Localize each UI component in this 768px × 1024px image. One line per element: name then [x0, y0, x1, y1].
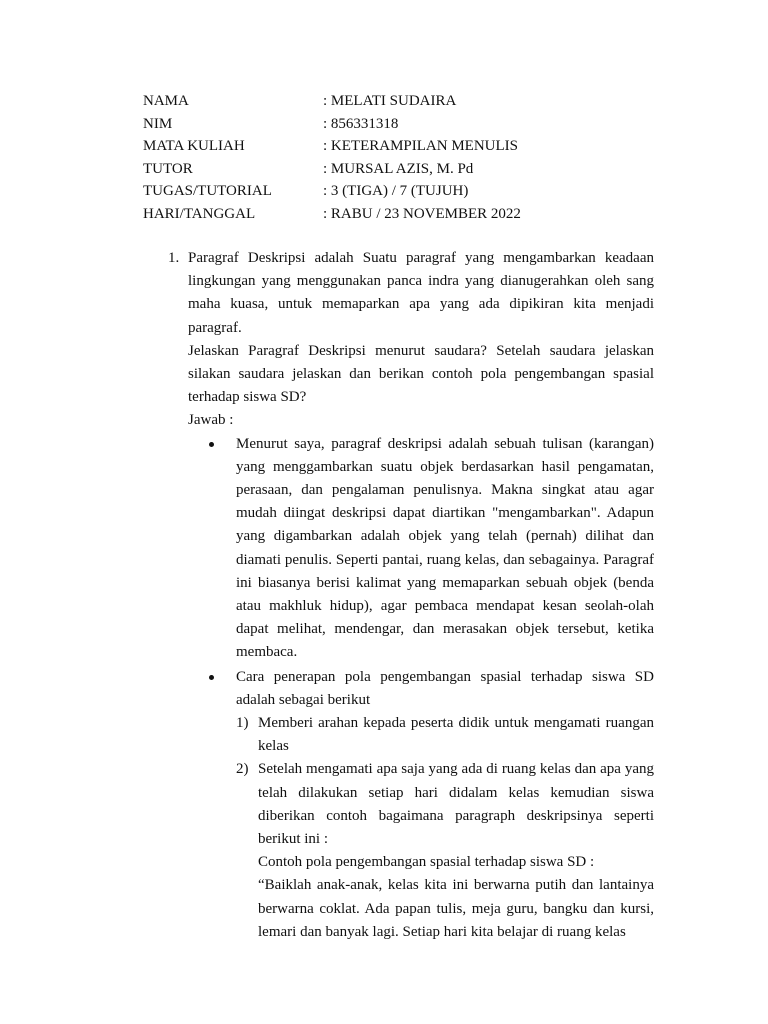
list-item	[236, 666, 654, 944]
identity-row-nama	[143, 90, 623, 113]
step-marker: 1)	[236, 715, 249, 732]
identity-row-hari-tanggal	[143, 203, 623, 226]
identity-value: : MELATI SUDAIRA	[323, 93, 457, 109]
bullet-icon	[209, 442, 214, 447]
question-body	[188, 247, 654, 944]
identity-value: : RABU / 23 NOVEMBER 2022	[323, 205, 521, 222]
identity-label: HARI/TANGGAL	[143, 205, 256, 222]
identity-row-tugas	[143, 180, 623, 203]
identity-value: : KETERAMPILAN MENULIS	[323, 138, 518, 155]
answer-label: Jawab :	[188, 412, 234, 429]
identity-row-nim	[143, 113, 623, 136]
identity-label: TUTOR	[143, 160, 193, 177]
bullet-icon	[209, 675, 214, 680]
question-block	[168, 247, 654, 944]
step-text: Setelah mengamati apa saja yang ada di ruang kelas dan apa yang telah dilakukan setiap hari didalam kelas kemudian siswa diberikan contoh bagaimana paragraph deskripsinya seperti berikut ini :	[258, 761, 654, 848]
bullet-text: Cara penerapan pola pengembangan spasial terhadap siswa SD adalah sebagai berikut	[236, 668, 654, 708]
list-item	[236, 433, 654, 665]
question-prompt: Jelaskan Paragraf Deskripsi menurut saudara? Setelah saudara jelaskan silakan saudara jelaskan dan berikan contoh pola pengembangan spasial terhadap siswa SD?	[188, 342, 654, 406]
identity-table	[143, 90, 623, 226]
question-number: 1.	[168, 250, 180, 266]
identity-label: NIM	[143, 115, 173, 132]
question-intro: Paragraf Deskripsi adalah Suatu paragraf yang mengambarkan keadaan lingkungan yang menggunakan panca indra yang dianugerahkan oleh sang maha kuasa, untuk memaparkan apa yang ada dipikiran kita menjadi paragraf.	[188, 250, 654, 336]
example-text: “Baiklah anak-anak, kelas kita ini berwarna putih dan lantainya berwarna coklat. Ada papan tulis, meja guru, bangku dan kursi, lemari dan banyak lagi. Setiap hari kita belajar di ruang kelas	[258, 877, 654, 940]
identity-label: MATA KULIAH	[143, 138, 245, 155]
identity-value: : 3 (TIGA) / 7 (TUJUH)	[323, 183, 469, 200]
bullet-text: Menurut saya, paragraf deskripsi adalah sebuah tulisan (karangan) yang menggambarkan suatu objek berdasarkan hasil pengamatan, perasaan, dan pengalaman penulisnya. Makna singkat atau agar mudah diingat deskripsi dapat diartikan "mengambarkan". Adapun yang digambarkan adalah objek yang telah (pernah) dilihat dan diamati penulis. Seperti pantai, ruang kelas, dan sebagainya. Paragraf ini biasanya berisi kalimat yang memaparkan sebuah objek (benda atau makhluk hidup), agar pembaca mendapat kesan seolah-olah dapat melihat, mendengar, dan merasakan objek tersebut, ketika membaca.	[236, 435, 654, 661]
identity-value: : MURSAL AZIS, M. Pd	[323, 160, 474, 177]
identity-label: NAMA	[143, 93, 189, 109]
step-marker: 2)	[236, 761, 249, 778]
identity-row-tutor	[143, 158, 623, 181]
step-text: Memberi arahan kepada peserta didik untuk mengamati ruangan kelas	[258, 715, 654, 755]
identity-value: : 856331318	[323, 115, 399, 132]
identity-label: TUGAS/TUTORIAL	[143, 183, 272, 200]
steps-list	[236, 712, 654, 944]
list-item	[236, 712, 654, 758]
identity-row-mata-kuliah	[143, 135, 623, 158]
answer-bullet-list	[188, 433, 654, 944]
list-item	[236, 758, 654, 944]
example-label: Contoh pola pengembangan spasial terhadap siswa SD :	[258, 854, 595, 871]
